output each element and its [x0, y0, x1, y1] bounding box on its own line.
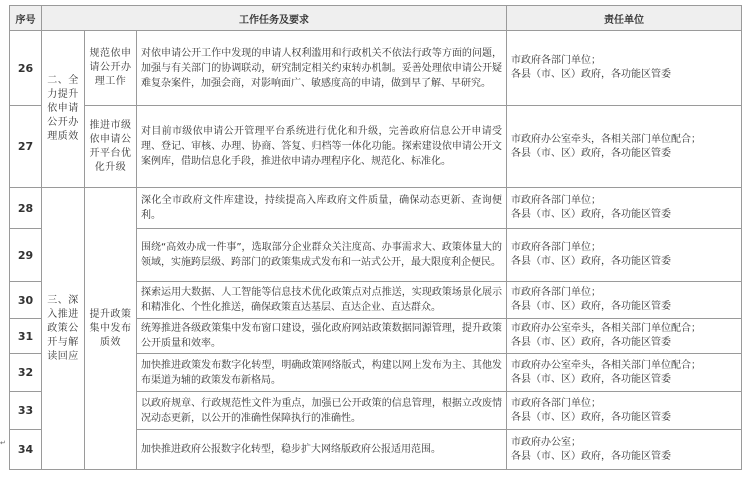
task-text: 以政府规章、行政规范性文件为重点，加强已公开政策的信息管理，根据立改废情况动态更新，以公开的准确性保障执行的准确性。 — [137, 392, 507, 430]
responsible-unit — [507, 188, 742, 229]
row-number: 29 — [10, 229, 42, 282]
responsible-line-1: 市政府各部门单位； — [511, 242, 602, 253]
task-table — [9, 5, 742, 470]
subcategory: 推进市级依申请公开平台优化升级 — [85, 106, 137, 188]
responsible-unit — [507, 229, 742, 282]
responsible-line-1: 市政府各部门单位； — [511, 397, 602, 409]
category-3: 三、深入推进政策公开与解读回应 — [42, 188, 85, 470]
table-row — [10, 188, 742, 229]
responsible-line-2: 各县（市、区）政府，各功能区管委 — [511, 147, 672, 159]
row-number: 28 — [10, 188, 42, 229]
header-responsible: 责任单位 — [507, 6, 742, 31]
row-number: 27 — [10, 106, 42, 188]
row-number: 33 — [10, 392, 42, 430]
responsible-line-1: 市政府办公室牵头，各相关部门单位配合； — [511, 359, 702, 371]
responsible-unit — [507, 354, 742, 392]
responsible-unit — [507, 282, 742, 319]
responsible-unit — [507, 106, 742, 188]
task-text: 加快推进政策发布数字化转型，明确政策网络版式，构建以网上发布为主、其他发布渠道为辅的政策发布新格局。 — [137, 354, 507, 392]
responsible-line-1: 市政府各部门单位； — [511, 287, 602, 298]
subcategory: 提升政策集中发布质效 — [85, 188, 137, 470]
task-text: 对依申请公开工作中发现的申请人权利滥用和行政机关不依法行政等方面的问题，加强与有关部门的协调联动，研究制定相关约束转办机制。妥善处理依申请公开疑难复杂案件，加强会商，对影响面广、敏感度高的申请，做到早了解、早研究。 — [137, 31, 507, 106]
responsible-unit — [507, 319, 742, 354]
row-number: 30 — [10, 282, 42, 319]
responsible-line-1: 市政府办公室牵头，各相关部门单位配合； — [511, 323, 702, 334]
responsible-line-1: 市政府办公室； — [511, 436, 582, 448]
responsible-line-2: 各县（市、区）政府，各功能区管委 — [511, 256, 672, 267]
table-row — [10, 106, 742, 188]
row-number: 26 — [10, 31, 42, 106]
responsible-line-2: 各县（市、区）政府，各功能区管委 — [511, 69, 672, 80]
header-tasks: 工作任务及要求 — [42, 6, 507, 31]
responsible-line-1: 市政府办公室牵头，各相关部门单位配合； — [511, 133, 702, 145]
task-text: 对目前市级依申请公开管理平台系统进行优化和升级，完善政府信息公开申请受理、登记、审核、办理、协商、答复、归档等一体化功能。探索建设依申请公开文案例库，借助信息化手段，推进依申请办理程序化、规范化、标准化。 — [137, 106, 507, 188]
responsible-unit — [507, 31, 742, 106]
task-text: 围绕“高效办成一件事”，选取部分企业群众关注度高、办事需求大、政策体量大的领域，实施跨层级、跨部门的政策集成式发布和一站式公开，最大限度利企便民。 — [137, 229, 507, 282]
responsible-line-1: 市政府各部门单位； — [511, 195, 602, 206]
task-text: 统筹推进各级政策集中发布窗口建设，强化政府网站政策数据同源管理，提升政策公开质量和效率。 — [137, 319, 507, 354]
task-text: 深化全市政府文件库建设，持续提高入库政府文件质量，确保动态更新、查询便利。 — [137, 188, 507, 229]
responsible-line-2: 各县（市、区）政府，各功能区管委 — [511, 209, 672, 220]
task-text: 加快推进政府公报数字化转型，稳步扩大网络版政府公报适用范围。 — [137, 430, 507, 470]
header-seq: 序号 — [10, 6, 42, 31]
header-row — [10, 6, 742, 31]
row-number: 34 — [10, 430, 42, 470]
category-2: 二、全力提升依申请公开办理质效 — [42, 31, 85, 188]
responsible-line-1: 市政府各部门单位； — [511, 55, 602, 66]
row-number: 32 — [10, 354, 42, 392]
responsible-line-2: 各县（市、区）政府，各功能区管委 — [511, 411, 672, 423]
responsible-line-2: 各县（市、区）政府，各功能区管委 — [511, 301, 672, 312]
responsible-line-2: 各县（市、区）政府，各功能区管委 — [511, 450, 672, 462]
paragraph-mark: ↵ — [0, 439, 6, 447]
responsible-line-2: 各县（市、区）政府，各功能区管委 — [511, 373, 672, 385]
responsible-line-2: 各县（市、区）政府，各功能区管委 — [511, 337, 672, 348]
responsible-unit — [507, 430, 742, 470]
responsible-unit — [507, 392, 742, 430]
task-text: 探索运用大数据、人工智能等信息技术优化政策点对点推送，实现政策场景化展示和精准化、个性化推送，确保政策直达基层、直达企业、直达群众。 — [137, 282, 507, 319]
row-number: 31 — [10, 319, 42, 354]
table-row — [10, 31, 742, 106]
subcategory: 规范依申请公开办理工作 — [85, 31, 137, 106]
